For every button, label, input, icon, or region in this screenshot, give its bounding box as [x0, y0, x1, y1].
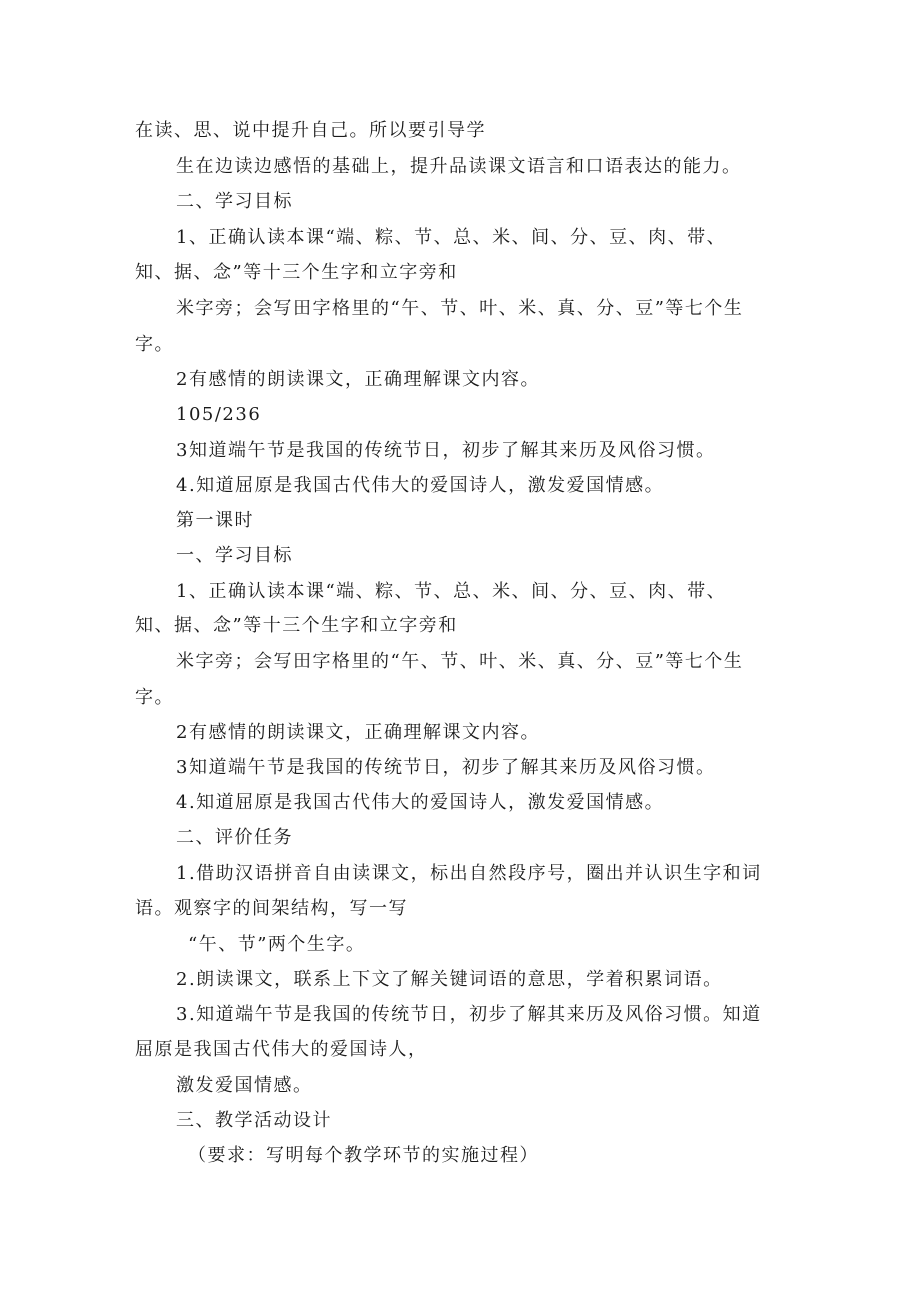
section-heading: 第一课时	[176, 510, 254, 531]
text-line: 字。	[135, 687, 174, 708]
text-line: 2.朗读课文，联系上下文了解关键词语的意思，学着积累词语。	[176, 969, 723, 990]
section-heading: 二、学习目标	[176, 191, 293, 212]
text-line: 4.知道屈原是我国古代伟大的爱国诗人，激发爱国情感。	[176, 792, 665, 813]
text-line: 字。	[135, 334, 174, 355]
text-line: （要求：写明每个教学环节的实施过程）	[188, 1145, 539, 1166]
section-heading: 二、评价任务	[176, 827, 293, 848]
text-line: 2有感情的朗读课文，正确理解课文内容。	[176, 722, 540, 743]
text-line: 3知道端午节是我国的传统节日，初步了解其来历及风俗习惯。	[176, 440, 716, 461]
text-line: 激发爱国情感。	[176, 1075, 313, 1096]
section-heading: 三、教学活动设计	[176, 1110, 332, 1131]
section-heading: 一、学习目标	[176, 545, 293, 566]
text-line: 米字旁；会写田字格里的“午、节、叶、米、真、分、豆”等七个生	[176, 651, 744, 672]
page-number: 105/236	[176, 404, 262, 425]
text-line: 3.知道端午节是我国的传统节日，初步了解其来历及风俗习惯。知道	[176, 1004, 762, 1025]
text-line: 知、据、念”等十三个生字和立字旁和	[135, 615, 458, 636]
text-line: 米字旁；会写田字格里的“午、节、叶、米、真、分、豆”等七个生	[176, 298, 744, 319]
text-line: 4.知道屈原是我国古代伟大的爱国诗人，激发爱国情感。	[176, 475, 665, 496]
text-line: 1.借助汉语拼音自由读课文，标出自然段序号，圈出并认识生字和词	[176, 863, 762, 884]
text-line: 2有感情的朗读课文，正确理解课文内容。	[176, 369, 540, 390]
text-line: 1、正确认读本课“端、粽、节、总、米、间、分、豆、肉、带、	[176, 227, 727, 248]
text-line: 屈原是我国古代伟大的爱国诗人，	[135, 1039, 428, 1060]
text-line: 1、正确认读本课“端、粽、节、总、米、间、分、豆、肉、带、	[176, 581, 727, 602]
text-line: 知、据、念”等十三个生字和立字旁和	[135, 262, 458, 283]
text-line: 3知道端午节是我国的传统节日，初步了解其来历及风俗习惯。	[176, 757, 716, 778]
text-line: 生在边读边感悟的基础上，提升品读课文语言和口语表达的能力。	[176, 156, 742, 177]
text-line: 语。观察字的间架结构，写一写	[135, 898, 408, 919]
text-line: “午、节”两个生字。	[188, 934, 366, 955]
text-line: 在读、思、说中提升自己。所以要引导学	[135, 120, 486, 141]
